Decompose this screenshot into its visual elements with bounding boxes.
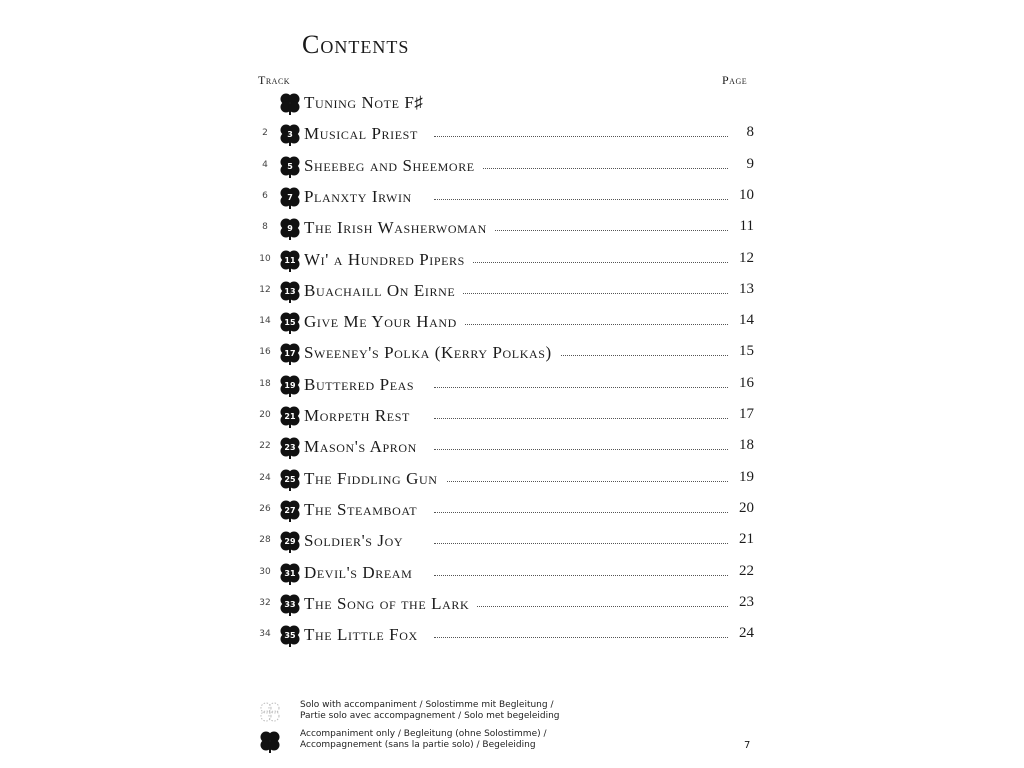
tune-title: Wi' a Hundred Pipers — [304, 250, 473, 270]
tune-title: Sheebeg and Sheemore — [304, 156, 483, 176]
accompaniment-track-number: 35 — [284, 631, 296, 640]
accompaniment-track-number: 25 — [284, 475, 296, 484]
clover-icon — [278, 404, 302, 428]
clover-icon — [278, 529, 302, 553]
clover-icon — [278, 216, 302, 240]
tune-title: The Fiddling Gun — [304, 469, 446, 489]
tune-title: Give Me Your Hand — [304, 312, 465, 332]
page-ref: 10 — [739, 187, 754, 203]
tune-title: The Irish Washerwoman — [304, 218, 495, 238]
tune-title: Buachaill On Eirne — [304, 281, 463, 301]
tune-title: Soldier's Joy — [304, 531, 411, 551]
dot-leader — [434, 262, 728, 263]
accompaniment-track-number: 13 — [284, 287, 296, 296]
dot-leader — [434, 637, 728, 638]
solo-track-number: 30 — [259, 567, 271, 577]
page-ref: 11 — [739, 218, 754, 234]
solo-track-number: 28 — [259, 535, 271, 545]
clover-icon — [278, 185, 302, 209]
track-column-header: Track — [258, 73, 291, 87]
accompaniment-track-number: 3 — [287, 130, 293, 139]
accompaniment-track-number: 33 — [284, 600, 296, 609]
contents-entry — [254, 247, 754, 273]
legend-acc-line2: Accompagnement (sans la partie solo) / Begeleiding — [300, 740, 536, 750]
dot-leader — [434, 481, 728, 482]
tune-title: Mason's Apron — [304, 437, 425, 457]
page-ref: 15 — [739, 343, 754, 359]
tune-title: Planxty Irwin — [304, 187, 420, 207]
dot-leader — [434, 418, 728, 419]
legend-acc-line1: Accompaniment only / Begleitung (ohne Solostimme) / — [300, 729, 547, 739]
clover-icon — [278, 248, 302, 272]
solo-track-number: 26 — [259, 504, 271, 514]
accompaniment-track-number: 9 — [287, 224, 293, 233]
page-ref: 13 — [739, 281, 754, 297]
tune-title: Sweeney's Polka (Kerry Polkas) — [304, 343, 560, 363]
solo-track-number: 18 — [259, 379, 271, 389]
page-ref: 23 — [739, 594, 754, 610]
page-ref: 14 — [739, 312, 754, 328]
page-ref: 21 — [739, 531, 754, 547]
clover-icon — [278, 154, 302, 178]
accompaniment-track-number: 21 — [284, 412, 296, 421]
page-ref: 16 — [739, 375, 754, 391]
contents-entry — [254, 403, 754, 429]
tune-title: Tuning Note F♯ — [304, 93, 432, 113]
page-ref: 19 — [739, 469, 754, 485]
page-column-header: Page — [722, 73, 748, 87]
solo-track-number: 34 — [259, 629, 271, 639]
tune-title: The Steamboat — [304, 500, 425, 520]
dot-leader — [434, 199, 728, 200]
contents-entry — [254, 215, 754, 241]
clover-icon — [278, 498, 302, 522]
tune-title: The Little Fox — [304, 625, 426, 645]
page-ref: 12 — [739, 250, 754, 266]
dot-leader — [434, 512, 728, 513]
accompaniment-track-number: 7 — [287, 193, 293, 202]
page-ref: 24 — [739, 625, 754, 641]
solo-track-number: 4 — [262, 160, 268, 170]
clover-icon — [278, 561, 302, 585]
dot-leader — [434, 136, 728, 137]
contents-entry — [254, 560, 754, 586]
solo-track-number: 20 — [259, 410, 271, 420]
contents-entry — [254, 622, 754, 648]
solo-track-number: 22 — [259, 441, 271, 451]
contents-entry — [254, 434, 754, 460]
page-ref: 20 — [739, 500, 754, 516]
accompaniment-track-number: 11 — [284, 256, 296, 265]
contents-entry — [254, 372, 754, 398]
contents-entry — [254, 90, 754, 116]
dashed-clover-icon — [258, 700, 282, 724]
solo-track-number: 8 — [262, 222, 268, 232]
accompaniment-track-number: 23 — [284, 443, 296, 452]
tune-title: The Song of the Lark — [304, 594, 477, 614]
page-ref: 9 — [746, 156, 754, 172]
page-ref: 8 — [746, 124, 754, 140]
dot-leader — [434, 606, 728, 607]
contents-entry — [254, 466, 754, 492]
clover-icon — [258, 729, 282, 753]
accompaniment-track-number: 19 — [284, 381, 296, 390]
accompaniment-track-number: 17 — [284, 349, 296, 358]
page-title: Contents — [302, 30, 410, 59]
legend-solo-line2: Partie solo avec accompagnement / Solo met begeleiding — [300, 711, 560, 721]
solo-track-number: 10 — [259, 254, 271, 264]
tune-title: Buttered Peas — [304, 375, 422, 395]
contents-entry — [254, 591, 754, 617]
dot-leader — [434, 575, 728, 576]
clover-icon — [278, 122, 302, 146]
accompaniment-track-number: 5 — [287, 162, 293, 171]
dot-leader — [434, 449, 728, 450]
clover-icon — [278, 310, 302, 334]
clover-icon — [278, 435, 302, 459]
contents-entry — [254, 278, 754, 304]
clover-icon — [278, 467, 302, 491]
tune-title: Devil's Dream — [304, 563, 420, 583]
solo-track-number: 24 — [259, 473, 271, 483]
tune-title: Morpeth Rest — [304, 406, 418, 426]
page-ref: 18 — [739, 437, 754, 453]
solo-track-number: 2 — [262, 128, 268, 138]
accompaniment-track-number: 29 — [284, 537, 296, 546]
contents-entry — [254, 528, 754, 554]
dot-leader — [434, 543, 728, 544]
contents-entry — [254, 153, 754, 179]
legend-solo-line1: Solo with accompaniment / Solostimme mit Begleitung / — [300, 700, 554, 710]
contents-entry — [254, 184, 754, 210]
accompaniment-track-number: 31 — [284, 569, 296, 578]
page-ref: 17 — [739, 406, 754, 422]
contents-entry — [254, 340, 754, 366]
contents-entry — [254, 121, 754, 147]
page-number: 7 — [744, 740, 751, 751]
clover-icon — [278, 623, 302, 647]
contents-entry — [254, 497, 754, 523]
clover-icon — [278, 279, 302, 303]
accompaniment-track-number: 15 — [284, 318, 296, 327]
dot-leader — [434, 293, 728, 294]
page-ref: 22 — [739, 563, 754, 579]
solo-track-number: 14 — [259, 316, 271, 326]
clover-icon — [278, 91, 302, 115]
contents-entry — [254, 309, 754, 335]
clover-icon — [278, 341, 302, 365]
accompaniment-track-number: 27 — [284, 506, 296, 515]
clover-icon — [278, 592, 302, 616]
dot-leader — [434, 387, 728, 388]
solo-track-number: 32 — [259, 598, 271, 608]
solo-track-number: 12 — [259, 285, 271, 295]
dot-leader — [434, 324, 728, 325]
solo-track-number: 16 — [259, 347, 271, 357]
tune-title: Musical Priest — [304, 124, 426, 144]
clover-icon — [278, 373, 302, 397]
solo-track-number: 6 — [262, 191, 268, 201]
